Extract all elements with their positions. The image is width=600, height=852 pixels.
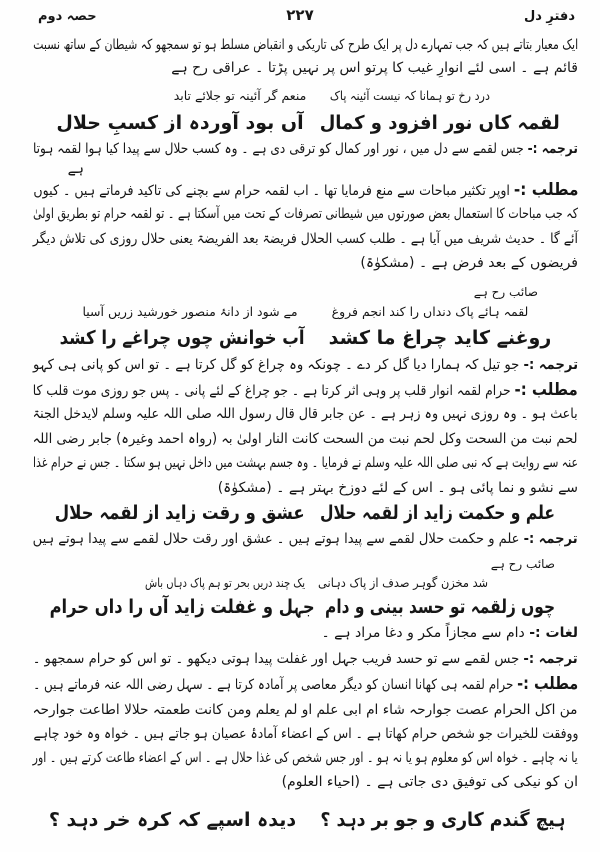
explanation-line [33, 403, 578, 425]
translation-line [33, 648, 578, 670]
couplet-hemistich-right [320, 806, 565, 834]
couplet-hemistich-right [325, 593, 555, 621]
quoted-verse-left [155, 86, 325, 106]
translation-text: جو تیل کہ ہمارا دیا گل کر دے ۔ چونکہ وہ چراغ کو گل کرتا ہے ۔ تو اس کو پانی ہی کہو [33, 357, 520, 373]
hemistich-text: مے شود از دانۂ منصور خورشید زریں آسیا [82, 304, 298, 319]
explanation-label: مطلب :- [513, 180, 578, 200]
couplet-hemistich-left [60, 324, 305, 352]
glossary-text: دام سے مجازاً مکر و دغا مراد ہے ۔ [321, 625, 525, 641]
hemistich-text: درد رخ تو ہمانا کہ نیست آئینہ پاک [330, 88, 490, 103]
intro-text: ایک معیار بتاتے ہیں کہ جب تمہارے دل پر ایک طرح کی تاریکی و انقباض مسلط ہو تو سمجھو کہ شیطان کے ساتھ نسبت [33, 37, 578, 53]
translation-wrap [33, 354, 578, 376]
explanation-wrap [33, 179, 578, 202]
translation-label: ترجمہ :- [523, 357, 578, 373]
book-title: دفترِ دل [523, 9, 575, 24]
explanation-text: حرام لقمہ انوار قلب پر وہی اثر کرتا ہے ۔ جو چراغ کے لئے پانی ۔ پس جو روزی موت قلب کا [33, 383, 511, 399]
explanation-text: من اکل الحرام عصت جوارحہ شاء ام ابی علم او لم یعلم ومن کانت طعمتہ حلالا اطاعت جوارحہ [32, 702, 578, 718]
poet-attribution [398, 281, 538, 303]
hemistich-text: شد مخزن گوہر صدف از پاک دہانی [317, 575, 488, 590]
quoted-verse-left [70, 302, 310, 322]
explanation-line [33, 699, 578, 721]
explanation-line [33, 747, 578, 769]
translation-wrap [33, 648, 578, 670]
explanation-line [33, 228, 578, 250]
explanation-text: حرام لقمہ ہی کھانا انسان کو دیگر معاصی پر آمادہ کرتا ہے ۔ سہل رضی اللہ عنہ فرماتے ہیں ۔ [33, 677, 514, 693]
translation-text: جس لقمے سے دل میں ، نور اور کمال کو ترقی دی ہے ۔ وہ کسب حلال سے پیدا کیا ہوا لقمہ ہوتا [33, 141, 524, 157]
explanation-line [33, 771, 578, 793]
continuation-text: ہے [67, 161, 84, 177]
hemistich-text: لقمہ کاں نور افزود و کمال [319, 112, 560, 134]
quoted-verse-left [145, 573, 305, 593]
hemistich-text: لقمہ ہائے پاک دنداں را کند انجم فروغ [331, 304, 529, 319]
explanation-line [33, 477, 578, 499]
explanation-wrap [33, 673, 578, 696]
quoted-verse-right [330, 86, 490, 106]
glossary-wrap [321, 622, 578, 644]
explanation-text: باعث ہو ۔ وہ روزی نہیں وہ زہر ہے ۔ عن جابر قال قال رسول اللہ صلی اللہ علیہ وسلم لایدخل الجنۃ [33, 406, 578, 422]
hemistich-text: علم و حکمت زاید از لقمہ حلال [320, 502, 555, 524]
explanation-label: مطلب :- [516, 674, 578, 694]
hemistich-text: دیدہ اسپے کہ کرہ خر دہد ؟ [48, 809, 297, 831]
hemistich-text: عشق و رقت زاید از لقمہ حلال [54, 502, 305, 524]
translation-label: ترجمہ :- [523, 531, 578, 547]
quoted-verse-right [320, 302, 540, 322]
hemistich-text: آب خوانش چوں چراغے را کشد [60, 327, 305, 349]
translation-continuation [50, 158, 84, 180]
intro-line [33, 34, 578, 56]
translation-label: ترجمہ :- [523, 651, 578, 667]
explanation-text: آئے گا ۔ حدیث شریف میں آیا ہے ۔ طلب کسب الحلال فریضۃ بعد الفریضۃ یعنی حلال روزی کی تلاش دیگر [33, 231, 578, 247]
explanation-text: کہ جب مباحات کا استعمال بعض صورتوں میں شیطانی تصرفات کے تحت میں آسکتا ہے ۔ تو لقمہ حرام تو بطریق اولیٰ [32, 206, 578, 222]
explanation-line [33, 723, 578, 745]
couplet-hemistich-left [55, 499, 305, 527]
hemistich-text: آں بود آوردہ از کسبِ حلال [56, 112, 304, 134]
translation-line [33, 354, 578, 376]
explanation-line [33, 673, 578, 695]
couplet-hemistich-right [325, 324, 555, 352]
explanation-text: یا نہ چاہے ۔ خواہ اس کو معلوم ہو یا نہ ہو ۔ اور جس شخص کی غذا حلال ہے ۔ اس کے اعضاء طاعت کرتے ہیں ۔ اور [32, 750, 578, 766]
part-label: حصہ دوم [38, 9, 97, 24]
poet-attribution [415, 553, 555, 575]
translation-text: علم و حکمت حلال لقمے سے پیدا ہوتے ہیں ۔ عشق اور رقت حلال لقمے سے پیدا ہوتے ہیں [33, 531, 520, 547]
hemistich-text: روغنے کاید چراغ ما کشد [328, 327, 552, 349]
explanation-text: عنہ سے روایت ہے کہ نبی صلی اللہ علیہ وسلم نے فرمایا ۔ وہ جسم بہشت میں داخل نہیں ہو سکتا ۔ جس نے حرام غذا [32, 455, 578, 471]
couplet-hemistich-right [320, 109, 560, 137]
explanation-text: ووفقت للخیرات جو شخص حرام کھاتا ہے ۔ اس کے اعضاء آمادۂ عصیان ہو جاتے ہیں ۔ خواہ وہ خود چاہے [33, 726, 578, 742]
explanation-wrap [33, 379, 578, 402]
page-number: ۲۲۷ [286, 6, 314, 24]
explanation-text: سے نشو و نما پائی ہو ۔ اس کے لئے دوزخ بہتر ہے ۔ (مشکوٰۃ) [217, 480, 578, 496]
translation-wrap [33, 138, 578, 160]
translation-line [33, 528, 578, 550]
explanation-text: اوپر تکثیر مباحات سے منع فرمایا تھا ۔ اب لقمہ حرام سے بچنے کی تاکید فرماتے ہیں ۔ کیوں [32, 183, 510, 199]
quoted-verse-right [318, 573, 488, 593]
explanation-text: ان کو نیکی کی توفیق دی جاتی ہے ۔ (احیاء العلوم) [281, 774, 578, 790]
couplet-hemistich-left [55, 109, 305, 137]
intro-line [33, 57, 578, 79]
couplet-hemistich-left [50, 593, 315, 621]
explanation-line [33, 203, 578, 225]
hemistich-text: جہل و غفلت زاید آں را داں حرام [50, 596, 315, 618]
explanation-label: مطلب :- [514, 380, 578, 400]
couplet-hemistich-left [45, 806, 300, 834]
hemistich-text: ہیچ گندم کاری و جو بر دہد ؟ [320, 809, 565, 831]
explanation-text: لحم نبت من السحت وکل لحم نبت من السحت کانت النار اولیٰ بہ (رواہ احمد وغیرہ) جابر رضی اللہ [33, 431, 578, 447]
explanation-text: فریضوں کے بعد فرض ہے ۔ (مشکوٰۃ) [360, 255, 578, 271]
explanation-line [33, 428, 578, 450]
explanation-line [33, 252, 578, 274]
couplet-hemistich-right [320, 499, 555, 527]
translation-line [33, 138, 578, 160]
hemistich-text: منعم گر آئینہ تو جلائے تابد [173, 88, 307, 103]
intro-text: قائم ہے ۔ اسی لئے انوارِ غیب کا پرتو اس پر نہیں پڑتا ۔ عراقی رح ہے [171, 60, 578, 76]
explanation-line [33, 179, 578, 201]
explanation-line [33, 452, 578, 474]
hemistich-text: یک چند دریں بحر تو ہم پاک دہاں باش [145, 575, 305, 590]
glossary-label: لغات :- [529, 625, 578, 641]
translation-wrap [33, 528, 578, 550]
glossary-line [33, 622, 578, 644]
attribution-text: صائب رح ہے [473, 285, 538, 299]
explanation-line [33, 379, 578, 401]
translation-label: ترجمہ :- [527, 141, 578, 157]
attribution-text: صائب رح ہے [490, 557, 555, 571]
hemistich-text: چوں زلقمہ تو حسد بینی و دام [325, 596, 555, 618]
translation-text: جس لقمے سے تو حسد فریب جہل اور غفلت پیدا ہوتی دیکھو ۔ تو اس کو حرام سمجھو ۔ [32, 651, 520, 667]
